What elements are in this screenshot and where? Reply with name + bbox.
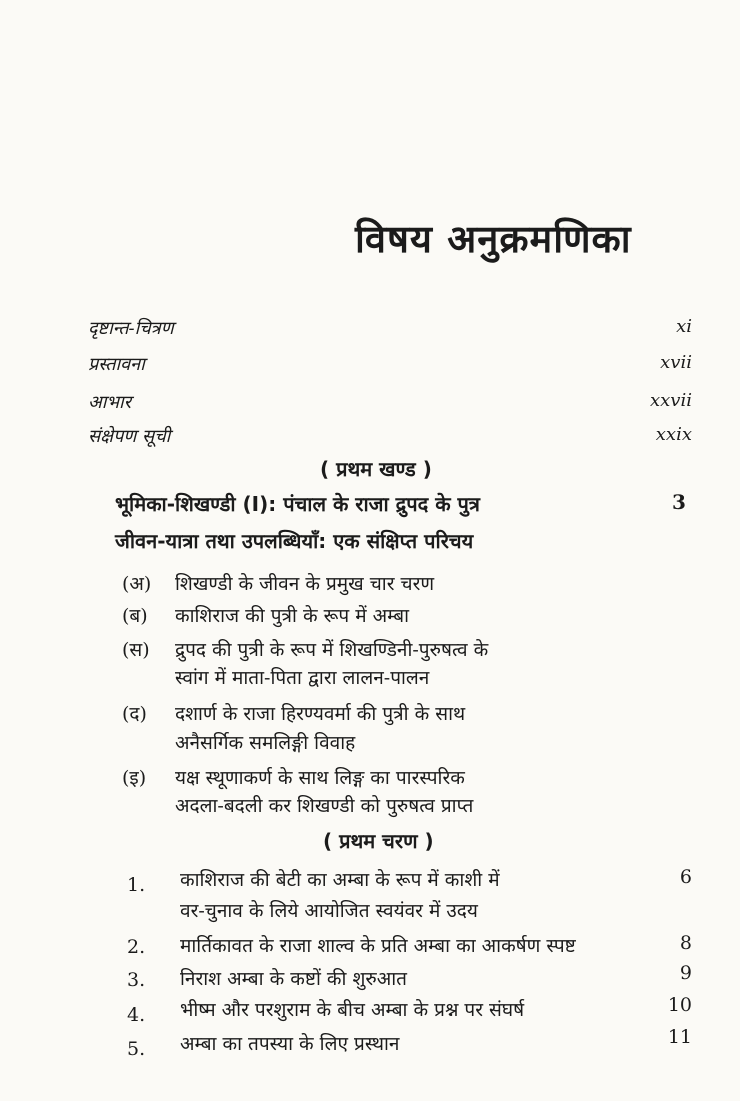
chapter-number: 3. <box>127 969 146 991</box>
chapter-number: 4. <box>127 1004 146 1026</box>
subsection-marker: (द) <box>122 703 147 725</box>
toc-label: दृष्टान्त-चित्रण <box>88 318 174 339</box>
stage-heading: ( प्रथम चरण ) <box>323 829 434 853</box>
toc-label: आभार <box>88 392 132 413</box>
subsection-line[interactable]: यक्ष स्थूणाकर्ण के साथ लिङ्ग का पारस्परिक <box>175 767 465 789</box>
part-title-line[interactable]: भूमिका-शिखण्डी (I): पंचाल के राजा द्रुपद के पुत्र <box>115 492 480 516</box>
chapter-page: 9 <box>679 962 692 984</box>
chapter-number: 1. <box>127 874 146 896</box>
part-title-line[interactable]: जीवन-यात्रा तथा उपलब्धियाँ: एक संक्षिप्त परिचय <box>115 529 474 553</box>
toc-row[interactable] <box>88 424 692 452</box>
subsection-line[interactable]: काशिराज की पुत्री के रूप में अम्बा <box>175 605 410 627</box>
chapter-page: 8 <box>679 932 692 954</box>
toc-row[interactable] <box>88 390 692 418</box>
toc-page: xvii <box>660 352 692 373</box>
section-heading: ( प्रथम खण्ड ) <box>320 457 432 481</box>
page-title: विषय अनुक्रमणिका <box>355 217 632 261</box>
subsection-marker: (ब) <box>122 605 148 627</box>
subsection-marker: (स) <box>122 639 150 661</box>
toc-label: संक्षेपण सूची <box>88 426 171 447</box>
subsection-marker: (अ) <box>122 573 152 595</box>
subsection-line[interactable]: शिखण्डी के जीवन के प्रमुख चार चरण <box>175 573 435 595</box>
toc-label: प्रस्तावना <box>88 354 145 375</box>
toc-row[interactable] <box>88 352 692 380</box>
chapter-page: 6 <box>679 866 692 888</box>
subsection-line[interactable]: द्रुपद की पुत्री के रूप में शिखण्डिनी-पुरुषत्व के <box>175 639 489 661</box>
chapter-line[interactable]: वर-चुनाव के लिये आयोजित स्वयंवर में उदय <box>180 900 478 922</box>
toc-page: xxvii <box>650 390 692 411</box>
chapter-number: 2. <box>127 936 146 958</box>
chapter-number: 5. <box>127 1038 146 1060</box>
subsection-line[interactable]: अदला-बदली कर शिखण्डी को पुरुषत्व प्राप्त <box>175 795 474 817</box>
subsection-line[interactable]: अनैसर्गिक समलिङ्गी विवाह <box>175 732 356 754</box>
chapter-line[interactable]: अम्बा का तपस्या के लिए प्रस्थान <box>180 1033 400 1055</box>
subsection-line[interactable]: दशार्ण के राजा हिरण्यवर्मा की पुत्री के साथ <box>175 703 466 725</box>
chapter-line[interactable]: काशिराज की बेटी का अम्बा के रूप में काशी में <box>180 869 500 891</box>
chapter-page: 10 <box>667 994 692 1016</box>
chapter-line[interactable]: निराश अम्बा के कष्टों की शुरुआत <box>180 968 407 990</box>
subsection-marker: (इ) <box>122 767 147 789</box>
toc-page: xxix <box>655 424 692 445</box>
toc-page: xi <box>676 316 692 337</box>
chapter-line[interactable]: भीष्म और परशुराम के बीच अम्बा के प्रश्न पर संघर्ष <box>180 999 525 1021</box>
chapter-page: 11 <box>667 1026 692 1048</box>
subsection-line[interactable]: स्वांग में माता-पिता द्वारा लालन-पालन <box>175 667 430 689</box>
part-page: 3 <box>672 490 686 514</box>
toc-row[interactable] <box>88 316 692 344</box>
chapter-line[interactable]: मार्तिकावत के राजा शाल्व के प्रति अम्बा का आकर्षण स्पष्ट <box>180 935 576 957</box>
